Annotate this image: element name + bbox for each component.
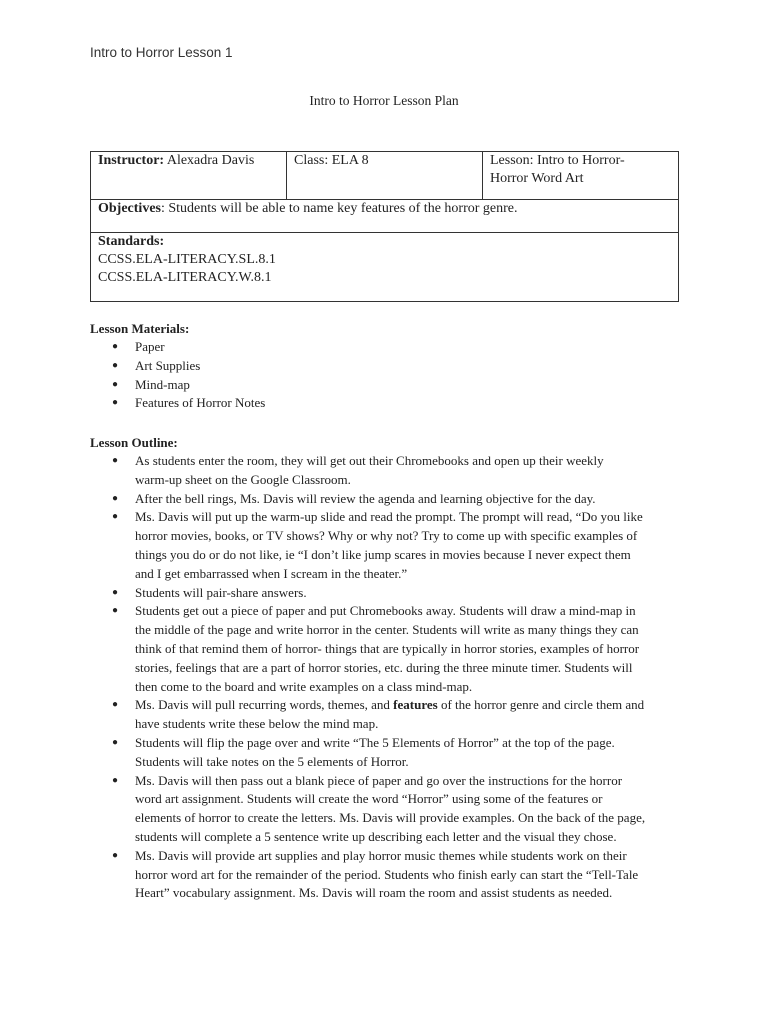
class-cell	[287, 152, 483, 200]
outline-line: As students enter the room, they will get out their Chromebooks and open up their weekly	[135, 453, 604, 468]
instructor-value: Alexadra Davis	[164, 153, 255, 168]
material-item-text: Art Supplies	[135, 357, 201, 373]
outline-line: After the bell rings, Ms. Davis will review the agenda and learning objective for the day.	[135, 490, 596, 506]
bullet-icon: ●	[112, 699, 119, 711]
outline-list	[90, 452, 690, 903]
outline-line: of the horror genre and circle them and	[437, 697, 645, 713]
list-item	[90, 696, 690, 734]
standards-label: Standards:	[98, 234, 165, 249]
features-emphasis: features	[393, 697, 438, 713]
standard-sl: CCSS.ELA-LITERACY.SL.8.1	[98, 252, 276, 267]
standard-w: CCSS.ELA-LITERACY.W.8.1	[98, 270, 272, 285]
outline-line: things you do or do not like, ie “I don’t like jump scares in movies because I never expect them	[135, 546, 631, 562]
objectives-label: Objectives	[98, 201, 161, 216]
outline-line: warm-up sheet on the Google Classroom.	[135, 471, 351, 487]
instructor-cell	[91, 152, 287, 200]
outline-line: Students get out a piece of paper and put Chromebooks away. Students will draw a mind-map in	[135, 603, 636, 619]
objectives-value: : Students will be able to name key features of the horror genre.	[160, 201, 518, 216]
outline-line: horror movies, books, or TV shows? Why or why not? Try to come up with specific examples of	[135, 528, 638, 544]
lesson-cell	[483, 152, 679, 200]
bullet-icon: ●	[112, 341, 119, 352]
bullet-icon: ●	[112, 736, 119, 748]
outline-line: Ms. Davis will then pass out a blank piece of paper and go over the instructions for the horror	[135, 772, 623, 788]
bullet-icon: ●	[112, 849, 119, 861]
outline-line: then come to the board and write examples on a class mind-map.	[135, 678, 473, 694]
outline-line: and I get embarrassed when I scream in the theater.”	[135, 565, 408, 581]
outline-line: Students will take notes on the 5 elements of Horror.	[135, 753, 409, 769]
outline-line: Ms. Davis will pull recurring words, themes, and	[135, 697, 394, 713]
materials-heading: Lesson Materials:	[90, 321, 190, 336]
outline-line: horror word art for the remainder of the period. Students who finish early can start the “Tell-Tale	[135, 866, 639, 882]
class-value: Class: ELA 8	[294, 153, 369, 168]
bullet-icon: ●	[112, 605, 119, 617]
objectives-cell	[91, 200, 679, 233]
info-row-standards	[91, 233, 679, 302]
document-title: Intro to Horror Lesson Plan	[309, 93, 459, 108]
bullet-icon: ●	[112, 492, 119, 504]
list-item	[90, 734, 690, 772]
bullet-icon: ●	[112, 359, 119, 371]
outline-line: Students will pair-share answers.	[135, 584, 307, 600]
lesson-line-1: Lesson: Intro to Horror-	[490, 153, 625, 168]
list-item	[90, 602, 690, 696]
lesson-outline-section	[90, 434, 690, 903]
lesson-line-2: Horror Word Art	[490, 171, 584, 186]
lesson-info-table	[90, 151, 679, 302]
lesson-materials-section	[90, 320, 690, 413]
outline-line: word art assignment. Students will create the word “Horror” using some of the features or	[135, 791, 603, 807]
standards-cell	[91, 233, 679, 302]
list-item	[90, 452, 690, 490]
list-item	[90, 357, 690, 376]
outline-line: the middle of the page and write horror in the center. Students will write as many things they can	[135, 622, 639, 638]
info-row-objectives	[91, 200, 679, 233]
list-item	[90, 584, 690, 603]
material-item-text: Features of Horror Notes	[135, 395, 266, 411]
outline-line: have students write these below the mind map.	[135, 716, 379, 732]
outline-line: Students will flip the page over and write “The 5 Elements of Horror” at the top of the page.	[135, 734, 615, 750]
outline-line: think of that remind them of horror- things that are typically in horror stories, examples of horror	[135, 640, 640, 656]
outline-line: stories, feelings that are a part of horror stories, etc. during the three minute timer. Students will	[135, 659, 633, 675]
list-item	[90, 772, 690, 847]
bullet-icon: ●	[112, 378, 119, 390]
bullet-icon: ●	[112, 397, 119, 409]
list-item	[90, 847, 690, 903]
page-header: Intro to Horror Lesson 1	[90, 45, 233, 60]
list-item	[90, 490, 690, 509]
outline-line: elements of horror to create the letters. Ms. Davis will provide examples. On the back of the page,	[135, 810, 646, 826]
instructor-label: Instructor:	[98, 153, 165, 168]
material-item-text: Mind-map	[135, 376, 190, 392]
material-item-text: Paper	[135, 339, 165, 354]
list-item	[90, 394, 690, 413]
list-item	[90, 508, 690, 583]
bullet-icon: ●	[112, 586, 119, 598]
list-item	[90, 338, 690, 357]
outline-line: Heart” vocabulary assignment. Ms. Davis will roam the room and assist students as needed.	[135, 885, 613, 901]
outline-line: Ms. Davis will put up the warm-up slide and read the prompt. The prompt will read, “Do you like	[135, 509, 643, 525]
bullet-icon: ●	[112, 511, 119, 523]
outline-line: Ms. Davis will provide art supplies and play horror music themes while students work on their	[135, 847, 627, 863]
bullet-icon: ●	[112, 774, 119, 786]
materials-list	[90, 338, 690, 413]
info-row-top	[91, 152, 679, 200]
outline-heading: Lesson Outline:	[90, 435, 178, 450]
outline-line: students will complete a 5 sentence write up describing each letter and the visual they chose.	[135, 828, 617, 844]
list-item	[90, 376, 690, 395]
bullet-icon: ●	[112, 455, 119, 466]
